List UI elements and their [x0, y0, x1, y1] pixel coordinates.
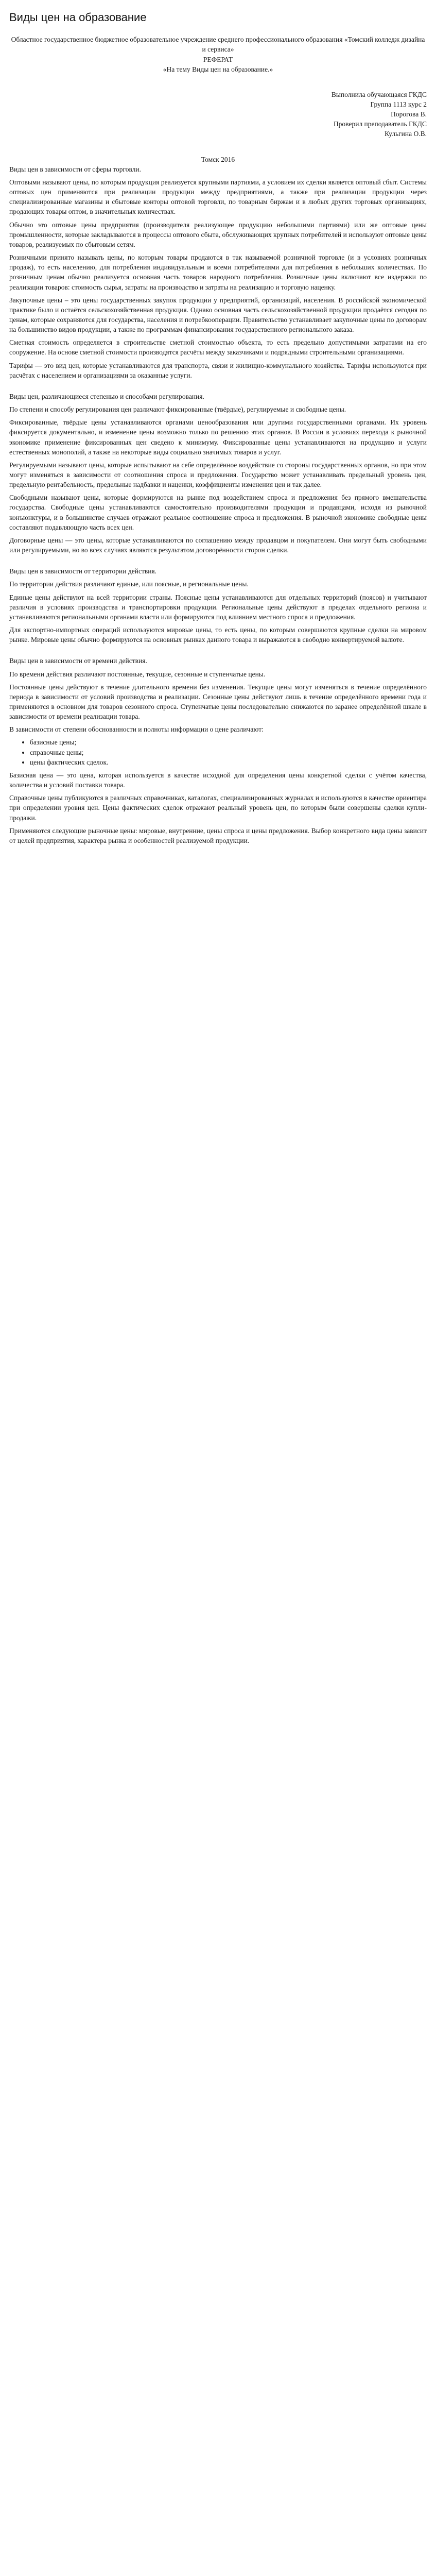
topic-label: «На тему Виды цен на образование.» [163, 65, 273, 73]
author-role: Выполнила обучающаяся ГКДС [331, 90, 427, 98]
author-block [9, 90, 427, 139]
paragraph: Фиксированные, твёрдые цены устанавливаются органами ценообразования или другими государственными органами. Их уровень фиксируется документально, и изменение цены возможно только по решению этих органов. В России в условиях перехода к рыночной экономике применение фиксированных цен сведено к минимуму. Фиксированные цены устанавливаются на продукцию и услуги естественных монополий, а также на некоторые виды социально значимых товаров и услуг. [9, 418, 427, 456]
paragraph: Розничными принято называть цены, по которым товары продаются в так называемой розничной торговле (и в условиях розничных продаж), то есть населению, для потребления индивидуальным и всеми потребителями для потребления в небольших количествах. По розничным ценам обычно реализуется основная часть товаров народного потребления. Розничные цены включают все издержки по реализации товаров: стоимость сырья, затраты на производство и затраты на реализацию и торговую наценку. [9, 253, 427, 291]
doc-type-label: РЕФЕРАТ [203, 55, 233, 63]
section-heading: Виды цен в зависимости от времени действия. [9, 657, 147, 665]
paragraph: Оптовыми называют цены, по которым продукция реализуется крупными партиями, а условием их сделки является оптовый сбыт. Системы оптовых цен применяются при реализации продукции между предприятиями, а также при реализации продукции через специализированные магазины и сбытовые конторы оптовой торговли, по товарным биржам и в любых других торговых организациях, продающих товары оптом, в значительных количествах. [9, 178, 427, 216]
author-name: Порогова В. [391, 110, 427, 118]
list-item: • справочные цены; [30, 748, 427, 757]
paragraph: Обычно это оптовые цены предприятия (производителя реализующее продукцию небольшими партиями) или же оптовые цены промышленности, которые закладываются в процессы оптового сбыта, обслуживающих крупных потребителей и используют оптовые цены товаров, реализуемых по сбытовым сетям. [9, 221, 427, 248]
author-group: Группа 1113 курс 2 [370, 100, 427, 109]
paragraph: Закупочные цены – это цены государственных закупок продукции у предприятий, организаций, населения. В российской экономической практике было и остаётся сельскохозяйственная продукция. Однако основная часть сельскохозяйственной продукции продаётся сегодня по ценам, которые сохраняются для государства, населения и потребкооперации. Правительство устанавливает закупочные цены по договорам на большинство видов продукции, а также по программам финансирования государственного регионального заказа. [9, 296, 427, 334]
list-item: • базисные цены; [30, 737, 427, 747]
paragraph: Для экспортно-импортных операций используются мировые цены, то есть цены, по которым совершаются крупные сделки на мировом рынке. Мировые цены обычно формируются на основных рынках данного товара и выражаются в свободно конвертируемой валюте. [9, 626, 427, 644]
paragraph: По степени и способу регулирования цен различают фиксированные (твёрдые), регулируемые и свободные цены. [9, 405, 346, 414]
paragraph: Регулируемыми называют цены, которые испытывают на себе определённое воздействие со стороны государственных органов, но при этом могут изменяться в зависимости от соотношения спроса и предложения. Государство может устанавливать предельный уровень цен, предельную рентабельность, предельные надбавки и наценки, коэффициенты изменения цен и так далее. [9, 461, 427, 489]
title-page [9, 35, 427, 164]
paragraph: Сметная стоимость определяется в строительстве сметной стоимостью объекта, то есть предельно допустимыми затратами на его сооружение. На основе сметной стоимости производятся расчёты между заказчиками и подрядными строительными организациями. [9, 338, 427, 357]
city-year: Томск 2016 [201, 155, 235, 163]
checker-name: Кульгина О.В. [385, 130, 427, 138]
paragraph: Применяются следующие рыночные цены: мировые, внутренние, цены спроса и цены предложения. Выбор конкретного вида цены зависит от целей предприятия, характера рынка и особенностей реализуемой продукции. [9, 826, 427, 844]
paragraph: Договорные цены — это цены, которые устанавливаются по соглашению между продавцом и покупателем. Они могут быть свободными или регулируемыми, но во всех случаях являются результатом договорённости сторон сделки. [9, 536, 427, 554]
section-heading: Виды цен, различающиеся степенью и способами регулирования. [9, 392, 204, 400]
document-body [9, 164, 427, 845]
document-page [0, 0, 436, 861]
list-item: • цены фактических сделок. [30, 757, 427, 767]
paragraph: Справочные цены публикуются в различных справочниках, каталогах, специализированных журналах и используются в качестве ориентира при определении уровня цен. Цены фактических сделок отражают реальный уровень цен, по которым были совершены сделки купли-продажи. [9, 794, 427, 822]
paragraph: Виды цен в зависимости от сферы торговли. [9, 165, 142, 173]
checker-role: Проверил преподаватель ГКДС [333, 120, 427, 128]
paragraph: Единые цены действуют на всей территории страны. Поясные цены устанавливаются для отдельных территорий (поясов) и учитывают различия в условиях производства и транспортировки продукции. Региональные цены действуют в пределах отдельного региона и устанавливаются региональными органами власти или формируются под влиянием местного спроса и предложения. [9, 593, 427, 621]
paragraph: Постоянные цены действуют в течение длительного времени без изменения. Текущие цены могут изменяться в течение определённого периода в зависимости от условий производства и реализации. Сезонные цены действуют лишь в течение определённого времени года и применяются в основном для товаров сезонного спроса. Ступенчатые цены последовательно снижаются по заранее определённой шкале в зависимости от времени реализации товара. [9, 683, 427, 721]
bullet-list [9, 737, 427, 767]
paragraph: Базисная цена — это цена, которая используется в качестве исходной для определения цены конкретной сделки с учётом качества, количества и условий поставки товара. [9, 771, 427, 789]
institution-name: Областное государственное бюджетное образовательное учреждение среднего профессионального образования «Томский колледж дизайна и сервиса» [11, 36, 425, 54]
paragraph: Тарифы — это вид цен, которые устанавливаются для транспорта, связи и жилищно-коммунального хозяйства. Тарифы используются при расчётах с населением и организациями за оказанные услуги. [9, 361, 427, 379]
section-heading: Виды цен в зависимости от территории действия. [9, 567, 157, 575]
paragraph: Свободными называют цены, которые формируются на рынке под воздействием спроса и предложения без прямого вмешательства государства. Свободные цены устанавливаются самостоятельно производителями продукции и продавцами, исходя из рыночной конъюнктуры, и в большинстве случаев отражают реальное соотношение спроса и предложения. В рыночной экономике свободные цены составляют подавляющую часть всех цен. [9, 494, 427, 531]
page-title: Виды цен на образование [9, 11, 147, 24]
paragraph: По времени действия различают постоянные, текущие, сезонные и ступенчатые цены. [9, 670, 266, 678]
list-intro: В зависимости от степени обоснованности и полноты информации о цене различают: [9, 725, 264, 734]
paragraph: По территории действия различают единые, или поясные, и региональные цены. [9, 580, 249, 588]
